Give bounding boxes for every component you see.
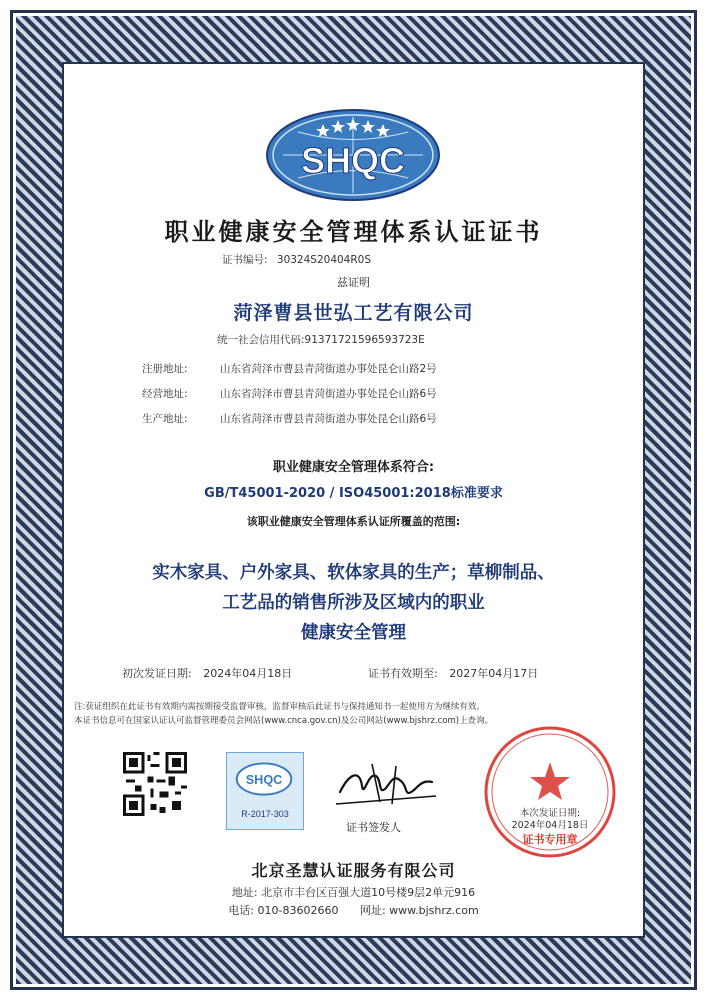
first-issue-date: [122, 665, 292, 681]
scope-line: 实木家具、户外家具、软体家具的生产；草柳制品、: [152, 563, 555, 583]
valid-until-label: 证书有效期至:: [368, 667, 438, 680]
scope-label: 该职业健康安全管理体系认证所覆盖的范围:: [246, 515, 461, 528]
issuer-name: 北京圣慧认证服务有限公司: [251, 861, 456, 880]
scope-line: 健康安全管理: [301, 623, 406, 643]
accreditation-mark: [226, 752, 304, 830]
witness-text: 兹证明: [337, 276, 370, 289]
business-address-label: 经营地址:: [142, 388, 188, 400]
signer-label: 证书签发人: [346, 821, 401, 834]
footer-contact: [62, 902, 645, 918]
registered-address-label: 注册地址:: [142, 363, 188, 375]
certificate-title: 职业健康安全管理体系认证证书: [164, 217, 543, 246]
company-name: 菏泽曹县世弘工艺有限公司: [233, 302, 474, 324]
scope-line: 工艺品的销售所涉及区域内的职业: [222, 593, 485, 613]
business-address-value: 山东省菏泽市曹县青菏街道办事处昆仑山路6号: [220, 388, 437, 400]
cert-number-label: 证书编号:: [222, 254, 268, 266]
valid-until-value: 2027年04月17日: [449, 667, 539, 680]
seal-issue-date: 2024年04月18日: [511, 820, 589, 831]
credit-code: [217, 332, 425, 347]
cert-number: [222, 252, 371, 267]
signature-image: [332, 752, 442, 816]
registered-address-value: 山东省菏泽市曹县青菏街道办事处昆仑山路2号: [220, 363, 437, 375]
certificate-content: [62, 62, 645, 938]
seal-stamp-label: 证书专用章: [522, 833, 578, 846]
qr-code-icon: [123, 752, 187, 816]
credit-code-label: 统一社会信用代码:: [217, 334, 305, 346]
note-line: 本证书信息可在国家认证认可监督管理委员会网站(www.cnca.gov.cn)及公司网站(www.bjshrz.com)上查询。: [74, 716, 494, 726]
first-issue-value: 2024年04月18日: [203, 667, 293, 680]
conformity-label: 职业健康安全管理体系符合:: [272, 460, 435, 475]
production-address-label: 生产地址:: [142, 413, 188, 425]
seal-issue-label: 本次发证日期:: [519, 808, 581, 819]
footer-address: 地址: 北京市丰台区百强大道10号楼9层2单元916: [231, 886, 476, 899]
scope-text: [62, 558, 645, 648]
cert-number-value: 30324S20404R0S: [276, 254, 372, 266]
mark-code: R-2017-303: [241, 809, 289, 819]
shqc-mark-icon: [227, 753, 303, 809]
note-line: 注:获证组织在此证书有效期内需按期接受监督审核，监督审核后此证书与保持通知书一起使用方为继续有效。: [74, 702, 485, 712]
logo-text: SHQC: [300, 140, 406, 181]
shqc-logo-icon: [263, 107, 443, 203]
credit-code-value: 91371721596593723E: [304, 334, 425, 346]
production-address-value: 山东省菏泽市曹县青菏街道办事处昆仑山路6号: [220, 413, 437, 425]
valid-until-date: [368, 665, 538, 681]
standard-text: GB/T45001-2020 / ISO45001:2018标准要求: [204, 486, 503, 501]
footer-website: 网址: www.bjshrz.com: [359, 904, 479, 917]
first-issue-label: 初次发证日期:: [122, 667, 192, 680]
footer-phone: 电话: 010-83602660: [228, 904, 339, 917]
red-seal-stamp: [480, 722, 620, 862]
mark-text: SHQC: [245, 772, 283, 787]
